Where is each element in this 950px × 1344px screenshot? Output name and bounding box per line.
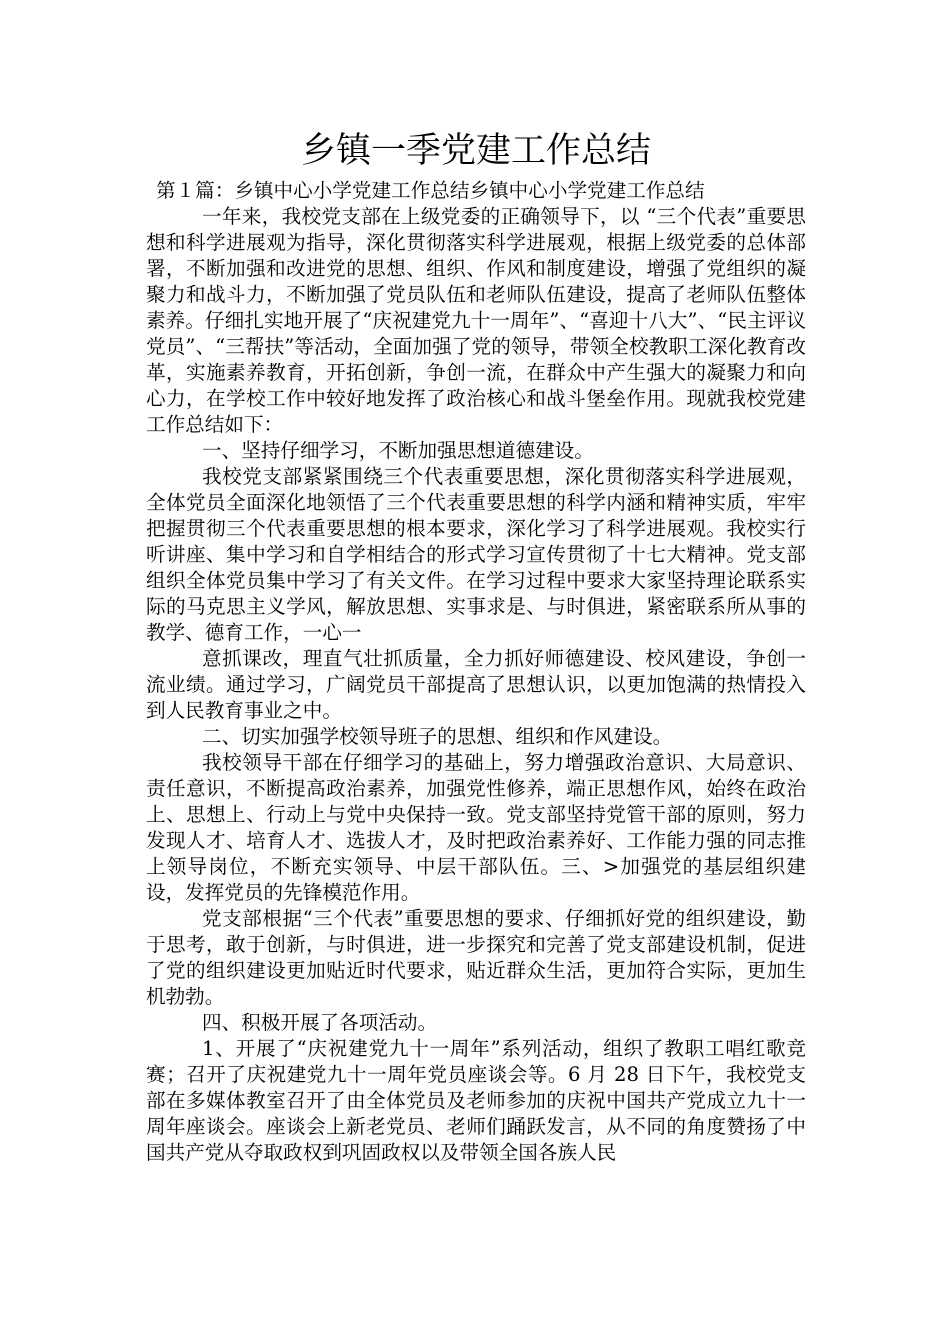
paragraph-intro: 一年来，我校党支部在上级党委的正确领导下，以 “三个代表”重要思想和科学进展观为指导，深化贯彻落实科学进展观，根据上级党委的总体部署，不断加强和改进党的思想、组织、作风和制度建设，增强了党组织的凝聚力和战斗力，不断加强了党员队伍和老师队伍建设，提高了老师队伍整体素养。仔细扎实地开展了“庆祝建党九十一周年”、“喜迎十八大”、“民主评议党员”、“三帮扶”等活动，全面加强了党的领导，带领全校教职工深化教育改革，实施素养教育，开拓创新，争创一流，在群众中产生强大的凝聚力和向心力，在学校工作中较好地发挥了政治核心和战斗堡垒作用。现就我校党建工作总结如下： bbox=[146, 205, 806, 436]
paragraph-organization: 党支部根据“三个代表”重要思想的要求、仔细抓好党的组织建设，勤于思考，敢于创新，与时俱进，进一步探究和完善了党支部建设机制，促进了党的组织建设更加贴近时代要求，贴近群众生活，更加符合实际，更加生机勃勃。 bbox=[146, 907, 806, 1008]
paragraph-leadership: 我校领导干部在仔细学习的基础上，努力增强政治意识、大局意识、责任意识，不断提高政治素养，加强党性修养，端正思想作风，始终在政治上、思想上、行动上与党中央保持一致。党支部坚持党管干部的原则，努力发现人才、培育人才、选拔人才，及时把政治素养好、工作能力强的同志推上领导岗位，不断充实领导、中层干部队伍。三、>加强党的基层组织建设，发挥党员的先锋模范作用。 bbox=[146, 751, 806, 904]
paragraph-study-continued: 意抓课改，理直气壮抓质量，全力抓好师德建设、校风建设，争创一流业绩。通过学习，广阔党员干部提高了思想认识，以更加饱满的热情投入到人民教育事业之中。 bbox=[146, 647, 806, 722]
document-page bbox=[146, 124, 806, 1166]
paragraph-study: 我校党支部紧紧围绕三个代表重要思想，深化贯彻落实科学进展观，全体党员全面深化地领悟了三个代表重要思想的科学内涵和精神实质，牢牢把握贯彻三个代表重要思想的根本要求，深化学习了科学进展观。我校实行听讲座、集中学习和自学相结合的形式学习宣传贯彻了十七大精神。党支部组织全体党员集中学习了有关文件。在学习过程中要求大家坚持理论联系实际的马克思主义学风，解放思想、实事求是、与时俱进，紧密联系所从事的教学、德育工作，一心一 bbox=[146, 465, 806, 644]
section-heading-4: 四、积极开展了各项活动。 bbox=[202, 1011, 438, 1034]
section-heading-2: 二、切实加强学校领导班子的思想、组织和作风建设。 bbox=[202, 725, 673, 748]
section-heading-1: 一、坚持仔细学习，不断加强思想道德建设。 bbox=[202, 439, 594, 462]
chapter-heading: 第１篇：乡镇中心小学党建工作总结乡镇中心小学党建工作总结 bbox=[156, 179, 705, 202]
document-title: 乡镇一季党建工作总结 bbox=[300, 131, 651, 171]
paragraph-activities: 1、开展了“庆祝建党九十一周年”系列活动，组织了教职工唱红歌竞赛；召开了庆祝建党九十一周年党员座谈会等。6 月 28 日下午，我校党支部在多媒体教室召开了由全体党员及老师参加的庆祝中国共产党成立九十一周年座谈会。座谈会上新老党员、老师们踊跃发言，从不同的角度赞扬了中国共产党从夺取政权到巩固政权以及带领全国各族人民 bbox=[146, 1037, 806, 1164]
